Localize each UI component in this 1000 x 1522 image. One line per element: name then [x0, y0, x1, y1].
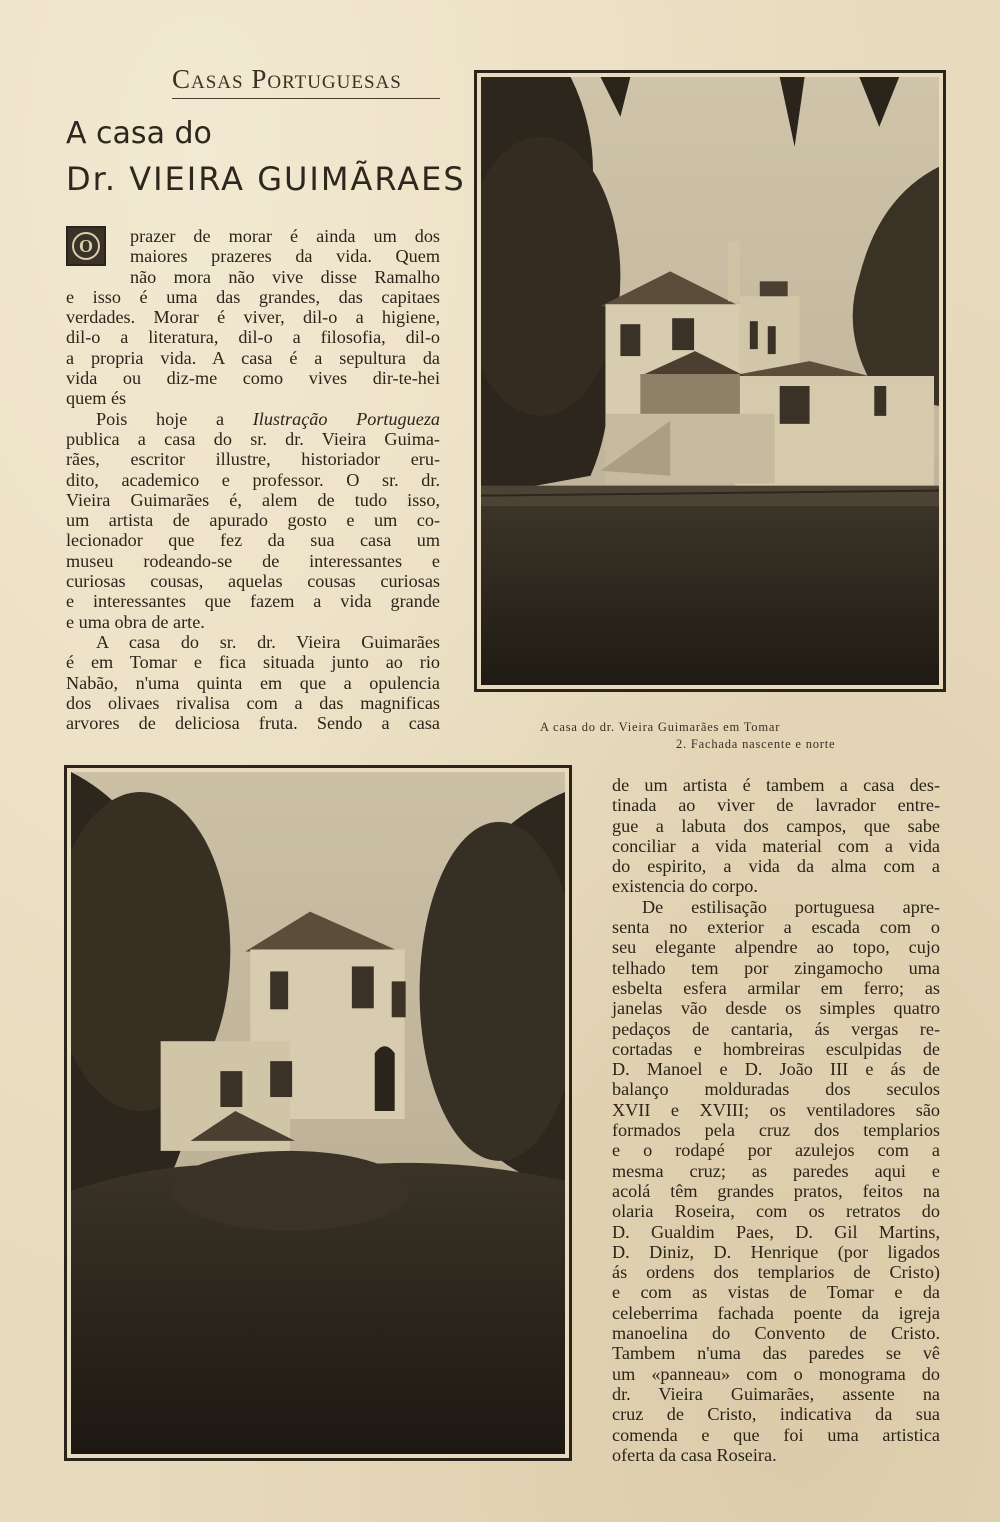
article-line: um artista de apurado gosto e um co-: [66, 510, 440, 531]
article-line: lecionador que fez da sua casa um: [66, 530, 440, 551]
article-line: dr. Vieira Guimarães, assente na: [612, 1383, 940, 1404]
magazine-title: Ilustração Portugueza: [252, 408, 440, 429]
article-line: tinada ao viver de lavrador entre-: [612, 795, 940, 816]
article-line: Vieira Guimarães é, alem de tudo isso,: [66, 489, 440, 510]
article-line: dito, academico e professor. O sr. dr.: [66, 469, 440, 490]
article-line: manoelina do Convento de Cristo.: [612, 1323, 940, 1344]
article-line: telhado tem por zingamocho uma: [612, 957, 940, 978]
article-line: De estilisação portuguesa apre-: [642, 896, 940, 917]
article-line: de um artista é tambem a casa des-: [612, 775, 940, 795]
article-line: e isso é uma das grandes, das capitaes: [66, 286, 440, 307]
article-line: dil-o a literatura, dil-o a filosofia, dil-o: [66, 327, 440, 348]
headline-line-1: A casa do: [66, 116, 212, 151]
article-line: D. Diniz, D. Henrique (por ligados: [612, 1241, 940, 1262]
article-line: a propria vida. A casa é a sepultura da: [66, 347, 440, 368]
article-line: D. Gualdim Paes, D. Gil Martins,: [612, 1221, 940, 1242]
article-line: maiores prazeres da vida. Quem: [130, 246, 440, 267]
article-line: e o rodapé por azulejos com a: [612, 1140, 940, 1161]
house-photo-2: [71, 772, 565, 1454]
article-line: do espirito, a vida da alma com a: [612, 856, 940, 877]
dropcap-letter: O: [72, 232, 100, 260]
article-line: janelas vão desde os simples quatro: [612, 998, 940, 1019]
article-line: quem és: [66, 388, 127, 409]
article-line: é em Tomar e fica situada junto ao rio: [66, 652, 440, 673]
article-line: Nabão, n'uma quinta em que a opulencia: [66, 672, 440, 693]
right-column: [612, 775, 940, 1465]
article-line: arvores de deliciosa fruta. Sendo a casa: [66, 713, 440, 734]
article-line: senta no exterior a escada com o: [612, 917, 940, 938]
article-line: publica a casa do sr. dr. Vieira Guima-: [66, 428, 440, 449]
photo-caption-line-2: 2. Fachada nascente e norte: [676, 737, 836, 751]
article-line: pedaços de cantaria, ás vergas re-: [612, 1018, 940, 1039]
photo-house-among-trees: [64, 765, 572, 1461]
house-photo-1: [481, 77, 939, 685]
article-line: rães, escritor illustre, historiador eru-: [66, 449, 440, 470]
article-line: gue a labuta dos campos, que sabe: [612, 815, 940, 836]
article-line: Tambem n'uma das paredes se vê: [612, 1343, 940, 1364]
article-line: conciliar a vida material com a vida: [612, 835, 940, 856]
article-line: dos olivaes rivalisa com a das magnificas: [66, 692, 440, 713]
article-line: balanço molduradas dos seculos: [612, 1079, 940, 1100]
article-line: A casa do sr. dr. Vieira Guimarães: [96, 631, 440, 652]
article-line: e com as vistas de Tomar e da: [612, 1282, 940, 1303]
section-title: Casas Portuguesas: [172, 64, 440, 99]
article-line: vida ou diz-me como vives dir-te-hei: [66, 368, 440, 389]
article-line: cruz de Cristo, indicativa da sua: [612, 1404, 940, 1425]
article-line: XVII e XVIII; os ventiladores são: [612, 1099, 940, 1120]
article-line: curiosas cousas, aquelas cousas curiosas: [66, 571, 440, 592]
article-line: formados pela cruz dos templarios: [612, 1120, 940, 1141]
article-line: olaria Roseira, com os retratos do: [612, 1201, 940, 1222]
article-line: mesma cruz; as paredes aqui e: [612, 1160, 940, 1181]
article-line: esbelta esfera armilar em ferro; as: [612, 977, 940, 998]
article-line: prazer de morar é ainda um dos: [130, 226, 440, 246]
photo-east-north-facade: [474, 70, 946, 692]
photo-caption-line-1: A casa do dr. Vieira Guimarães em Tomar: [540, 720, 781, 734]
article-line: ás ordens dos templarios de Cristo): [612, 1262, 940, 1283]
article-line: não mora não vive disse Ramalho: [130, 266, 440, 287]
article-line: Pois hoje a Ilustração Portugueza: [96, 408, 440, 429]
article-line: celeberrima fachada poente da igreja: [612, 1302, 940, 1323]
article-line: verdades. Morar é viver, dil-o a higiene,: [66, 307, 440, 328]
article-line: e uma obra de arte.: [66, 611, 205, 632]
article-line: D. Manoel e D. João III e ás de: [612, 1059, 940, 1080]
headline-line-2: Dr. VIEIRA GUIMÃRAES: [66, 160, 466, 198]
article-line: e interessantes que fazem a vida grande: [66, 591, 440, 612]
article-line: cortadas e hombreiras esculpidas de: [612, 1038, 940, 1059]
article-line: oferta da casa Roseira.: [612, 1444, 777, 1465]
article-line: seu elegante alpendre ao topo, cujo: [612, 937, 940, 958]
article-line: existencia do corpo.: [612, 876, 758, 897]
article-line: comenda e que foi uma artistica: [612, 1424, 940, 1445]
left-column: [66, 226, 440, 733]
article-line: museu rodeando-se de interessantes e: [66, 550, 440, 571]
article-line: um «panneau» com o monograma do: [612, 1363, 940, 1384]
article-line: acolá têm grandes pratos, feitos na: [612, 1180, 940, 1201]
